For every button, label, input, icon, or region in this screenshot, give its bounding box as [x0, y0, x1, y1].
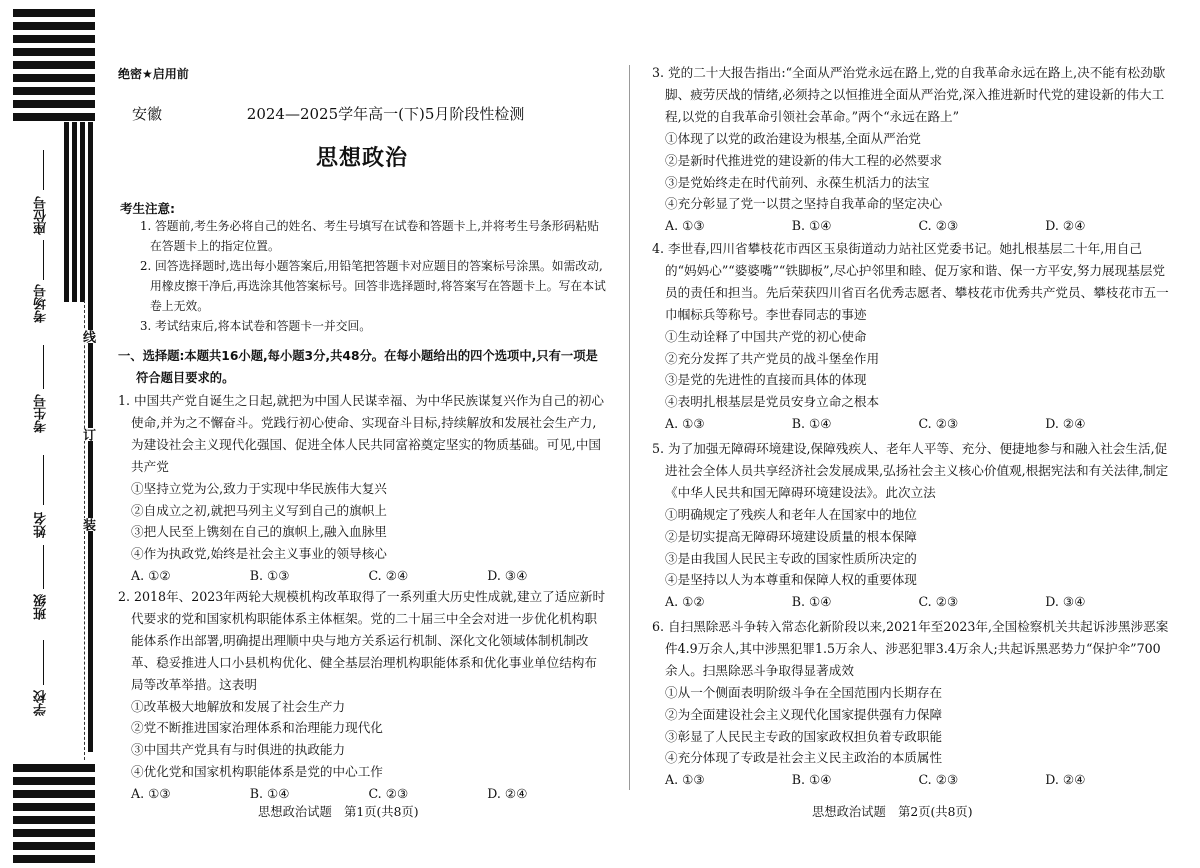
- answer-choices: [652, 215, 1172, 237]
- choice-b[interactable]: B. ①④: [791, 218, 832, 234]
- question-option: ②是新时代推进党的建设新的伟大工程的必然要求: [665, 152, 943, 168]
- choice-d[interactable]: D. ②④: [1045, 416, 1086, 432]
- answer-choices: [118, 565, 606, 587]
- page-footer-1: 思想政治试题 第1页(共8页): [258, 805, 419, 819]
- question-option: ③把人民至上镌刻在自己的旗帜上,融入血脉里: [131, 524, 387, 540]
- question-3: [652, 62, 1172, 237]
- choice-b[interactable]: B. ①④: [249, 786, 290, 802]
- question-option: ①坚持立党为公,致力于实现中华民族伟大复兴: [131, 480, 387, 496]
- exam-room-line[interactable]: [43, 240, 44, 280]
- question-stem: 4. 李世春,四川省攀枝花市西区玉泉街道动力站社区党委书记。她扎根基层二十年,用自己的“妈妈心”“婆婆嘴”“铁脚板”,尽心护邻里和睦、促万家和谐、保一方平安,努力展现基层党员的责任和担当。先后荣获四川省百名优秀志愿者、攀枝花市优秀共产党员、攀枝花市五一巾帼标兵等称号。李世春同志的事迹: [652, 241, 1169, 322]
- question-stem: 3. 党的二十大报告指出:“全面从严治党永远在路上,党的自我革命永远在路上,决不能有松劲歇脚、疲劳厌战的情绪,必须持之以恒推进全面从严治党,深入推进新时代党的建设新的伟大工程,以党的自我革命引领社会革命。”两个“永远在路上”: [652, 65, 1166, 124]
- question-stem: 5. 为了加强无障碍环境建设,保障残疾人、老年人平等、充分、便捷地参与和融入社会生活,促进社会全体人员共享经济社会发展成果,弘扬社会主义核心价值观,根据宪法和有关法律,制定《中华人民共和国无障碍环境建设法》。此次立法: [652, 441, 1169, 500]
- exam-name: 2024—2025学年高一(下)5月阶段性检测: [246, 105, 525, 123]
- notice-item: 3. 考试结束后,将本试卷和答题卡一并交回。: [140, 319, 372, 333]
- notice-item: 2. 回答选择题时,选出每小题答案后,用铅笔把答题卡对应题目的答案标号涂黑。如需改动,用橡皮擦干净后,再选涂其他答案标号。回答非选择题时,将答案写在答题卡上。写在本试卷上无效。: [140, 259, 606, 313]
- exam-room-label: 考场号: [34, 284, 49, 323]
- question-stem: 1. 中国共产党自诞生之日起,就把为中国人民谋幸福、为中华民族谋复兴作为自己的初心使命,并为之不懈奋斗。党践行初心使命、实现奋斗目标,持续解放和发展社会生产力,为建设社会主义现代化强国、促进全体人民共同富裕奠定坚实的物质基础。可见,中国共产党: [118, 393, 604, 474]
- question-option: ①从一个侧面表明阶级斗争在全国范围内长期存在: [665, 684, 943, 700]
- subject-title: 思想政治: [315, 146, 408, 171]
- choice-c[interactable]: C. ②③: [368, 786, 409, 802]
- question-option: ④充分体现了专政是社会主义民主政治的本质属性: [665, 750, 943, 766]
- class-label: 班级: [34, 594, 49, 620]
- class-line[interactable]: [43, 545, 44, 589]
- question-option: ②为全面建设社会主义现代化国家提供强有力保障: [665, 706, 943, 722]
- notice-item: 1. 答题前,考生务必将自己的姓名、考生号填写在试卷和答题卡上,并将考生号条形码粘贴在答题卡上的指定位置。: [140, 219, 599, 253]
- question-stem: 6. 自扫黑除恶斗争转入常态化新阶段以来,2021年至2023年,全国检察机关共起诉涉黑涉恶案件4.9万余人,其中涉黑犯罪1.5万余人、涉恶犯罪3.4万余人;共起诉黑恶势力“保护伞”700余人。扫黑除恶斗争取得显著成效: [652, 619, 1169, 678]
- student-number-line[interactable]: [43, 345, 44, 389]
- choice-b[interactable]: B. ①④: [791, 772, 832, 788]
- exam-title: [132, 104, 524, 126]
- question-option: ①体现了以党的政治建设为根基,全面从严治党: [665, 130, 921, 146]
- answer-choices: [652, 413, 1172, 435]
- choice-d[interactable]: D. ②④: [487, 786, 528, 802]
- choice-b[interactable]: B. ①④: [791, 416, 832, 432]
- question-option: ③是党的先进性的直接而具体的体现: [665, 372, 867, 388]
- section-heading: 一、选择题:本题共16小题,每小题3分,共48分。在每小题给出的四个选项中,只有一项是 符合题目要求的。: [118, 349, 598, 385]
- question-option: ④作为执政党,始终是社会主义事业的领导核心: [131, 546, 387, 562]
- question-4: [652, 238, 1172, 435]
- choice-c[interactable]: C. ②③: [918, 218, 959, 234]
- choice-c[interactable]: C. ②③: [918, 416, 959, 432]
- cut-mark-bind: 装: [80, 518, 95, 531]
- choice-d[interactable]: D. ②④: [1045, 218, 1086, 234]
- question-option: ①改革极大地解放和发展了社会生产力: [131, 698, 346, 714]
- seat-number-label: 座位号: [34, 196, 49, 235]
- student-number-label: 考生号: [34, 394, 49, 433]
- question-2: [118, 586, 606, 805]
- choice-a[interactable]: A. ①③: [665, 416, 705, 432]
- choice-d[interactable]: D. ③④: [487, 568, 528, 584]
- question-option: ①生动诠释了中国共产党的初心使命: [665, 328, 867, 344]
- question-option: ④是坚持以人为本尊重和保障人权的重要体现: [665, 572, 917, 588]
- question-option: ③中国共产党具有与时俱进的执政能力: [131, 742, 346, 758]
- question-1: [118, 390, 606, 587]
- question-5: [652, 438, 1172, 613]
- secret-label: 绝密★启用前: [118, 67, 189, 81]
- answer-choices: [652, 591, 1172, 613]
- choice-c[interactable]: C. ②④: [368, 568, 409, 584]
- choice-c[interactable]: C. ②③: [918, 772, 959, 788]
- choice-b[interactable]: B. ①④: [791, 594, 832, 610]
- seat-number-line[interactable]: [43, 150, 44, 190]
- choice-a[interactable]: A. ①②: [131, 568, 171, 584]
- question-option: ③是党始终走在时代前列、永葆生机活力的法宝: [665, 174, 930, 190]
- choice-a[interactable]: A. ①③: [665, 218, 705, 234]
- choice-a[interactable]: A. ①③: [665, 772, 705, 788]
- name-line[interactable]: [43, 455, 44, 505]
- choice-d[interactable]: D. ②④: [1045, 772, 1086, 788]
- page-divider: [629, 65, 630, 790]
- question-option: ④充分彰显了党一以贯之坚持自我革命的坚定决心: [665, 196, 943, 212]
- cut-mark-line: 线: [80, 330, 95, 343]
- question-6: [652, 616, 1172, 791]
- choice-a[interactable]: A. ①③: [131, 786, 171, 802]
- choice-d[interactable]: D. ③④: [1045, 594, 1086, 610]
- question-option: ①明确规定了残疾人和老年人在国家中的地位: [665, 506, 917, 522]
- question-option: ②是切实提高无障碍环境建设质量的根本保障: [665, 528, 917, 544]
- answer-choices: [652, 769, 1172, 791]
- question-option: ③是由我国人民民主专政的国家性质所决定的: [665, 550, 917, 566]
- binding-strip: [0, 0, 100, 868]
- question-option: ②党不断推进国家治理体系和治理能力现代化: [131, 720, 383, 736]
- name-label: 姓名: [34, 512, 49, 538]
- school-line[interactable]: [43, 640, 44, 685]
- question-option: ②充分发挥了共产党员的战斗堡垒作用: [665, 350, 880, 366]
- question-option: ④表明扎根基层是党员安身立命之根本: [665, 394, 880, 410]
- question-option: ③彰显了人民民主专政的国家政权担负着专政职能: [665, 728, 943, 744]
- choice-a[interactable]: A. ①②: [665, 594, 705, 610]
- question-stem: 2. 2018年、2023年两轮大规模机构改革取得了一系列重大历史性成就,建立了适应新时代要求的党和国家机构职能体系主体框架。党的二十届三中全会对进一步优化机构职能体系作出部署,明确提出理顺中央与地方关系运行机制、深化文化领域体制机制改革、稳妥推进人口小县机构优化、健全基层治理机构职能体系和优化事业单位结构布局等改革举措。这表明: [118, 589, 606, 692]
- notice-list: [140, 216, 606, 336]
- notice-title: 考生注意:: [120, 201, 175, 216]
- page-footer-2: 思想政治试题 第2页(共8页): [812, 805, 973, 819]
- exam-region: 安徽: [132, 105, 163, 123]
- choice-c[interactable]: C. ②③: [918, 594, 959, 610]
- school-label: 学校: [34, 690, 49, 716]
- question-option: ④优化党和国家机构职能体系是党的中心工作: [131, 764, 383, 780]
- choice-b[interactable]: B. ①③: [249, 568, 290, 584]
- question-option: ②自成立之初,就把马列主义写到自己的旗帜上: [131, 502, 387, 518]
- cut-mark-staple: 订: [80, 428, 95, 441]
